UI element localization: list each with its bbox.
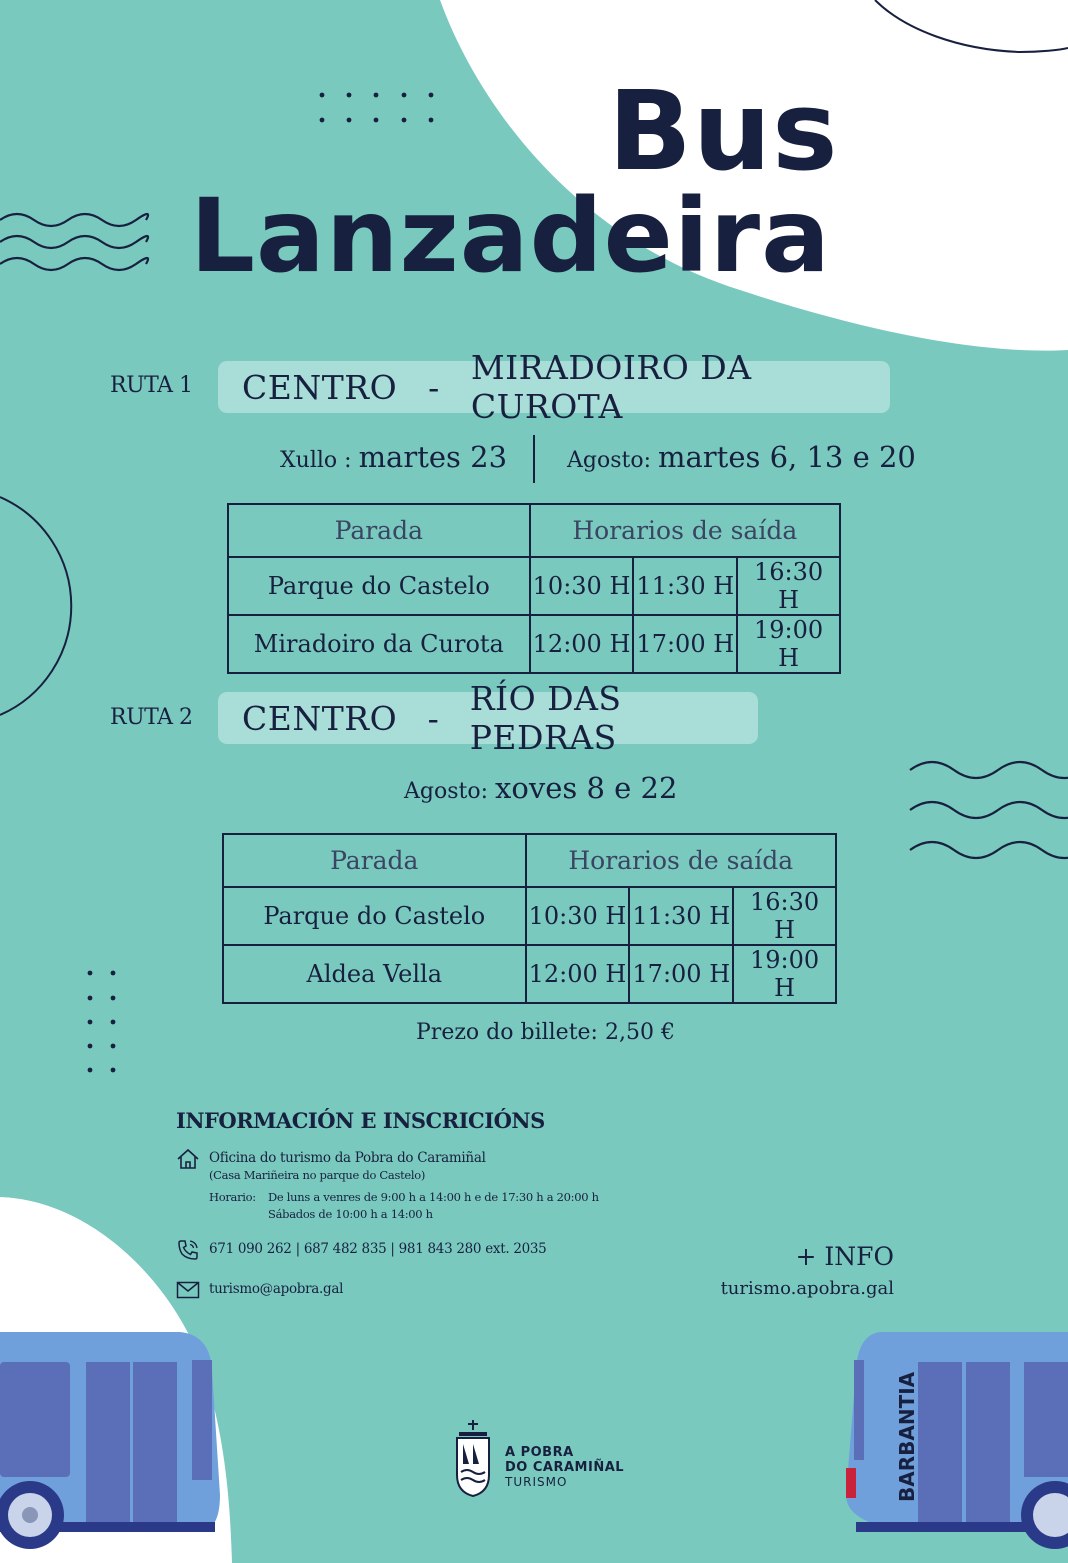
table-row bbox=[228, 557, 840, 615]
header-stop: Parada bbox=[223, 834, 526, 887]
hours-weekdays: De luns a venres de 9:00 h a 14:00 h e de 17:30 h a 20:00 h bbox=[268, 1190, 599, 1204]
more-info-label: + INFO bbox=[795, 1242, 894, 1271]
bus-brand: BARBANTIA bbox=[895, 1371, 919, 1502]
waves-right bbox=[910, 762, 1068, 858]
route2-date-august bbox=[404, 771, 677, 805]
info-title: INFORMACIÓN E INSCRICIÓNS bbox=[176, 1108, 545, 1133]
title-lanzadeira: Lanzadeira bbox=[190, 177, 831, 296]
route2-to: RÍO DAS PEDRAS bbox=[469, 679, 622, 757]
table-row bbox=[223, 887, 836, 945]
route1-date-august-days: martes 6, 13 e 20 bbox=[658, 440, 916, 474]
time-cell: 19:00 H bbox=[737, 615, 840, 673]
time-cell: 11:30 H bbox=[629, 887, 733, 945]
stop-name: Parque do Castelo bbox=[228, 557, 530, 615]
time-cell: 16:30 H bbox=[733, 887, 836, 945]
stop-name: Miradoiro da Curota bbox=[228, 615, 530, 673]
time-cell: 12:00 H bbox=[530, 615, 634, 673]
stop-name: Parque do Castelo bbox=[223, 887, 526, 945]
route2-separator: - bbox=[427, 698, 440, 738]
route1-date-august-month: Agosto: bbox=[567, 448, 652, 473]
hours-label: Horario: bbox=[209, 1190, 256, 1204]
header-stop: Parada bbox=[228, 504, 530, 557]
route1-date-july bbox=[280, 440, 507, 474]
logo-line2: DO CARAMIÑAL bbox=[505, 1460, 625, 1475]
time-cell: 19:00 H bbox=[733, 945, 836, 1003]
logo-line1: A POBRA bbox=[505, 1445, 574, 1460]
circle-outline-left bbox=[0, 497, 71, 715]
office-name: Oficina do turismo da Pobra do Caramiñal bbox=[209, 1150, 486, 1166]
time-cell: 17:00 H bbox=[633, 615, 737, 673]
more-info-url[interactable]: turismo.apobra.gal bbox=[720, 1278, 894, 1299]
table-header-row bbox=[228, 504, 840, 557]
time-cell: 11:30 H bbox=[633, 557, 737, 615]
office-location: (Casa Mariñeira no parque do Castelo) bbox=[209, 1168, 426, 1182]
table-row bbox=[223, 945, 836, 1003]
route1-separator: - bbox=[428, 367, 440, 407]
route2-pill bbox=[218, 679, 758, 757]
route1-pill bbox=[218, 348, 890, 426]
phone-numbers[interactable]: 671 090 262 | 687 482 835 | 981 843 280 ext. 2035 bbox=[209, 1241, 547, 1257]
waves-left bbox=[0, 214, 148, 270]
logo-line3: TURISMO bbox=[505, 1475, 568, 1489]
route1-schedule-table bbox=[227, 503, 841, 674]
route2-date-august-days: xoves 8 e 22 bbox=[495, 771, 678, 805]
bus-icon-left bbox=[0, 1332, 220, 1549]
table-row bbox=[228, 615, 840, 673]
bus-icon-right bbox=[846, 1332, 1068, 1549]
route2-label: RUTA 2 bbox=[110, 705, 193, 730]
time-cell: 16:30 H bbox=[737, 557, 840, 615]
time-cell: 10:30 H bbox=[526, 887, 630, 945]
route1-label: RUTA 1 bbox=[110, 373, 193, 398]
header-times: Horarios de saída bbox=[526, 834, 836, 887]
header-times: Horarios de saída bbox=[530, 504, 840, 557]
dots-left bbox=[88, 971, 116, 1073]
time-cell: 17:00 H bbox=[629, 945, 733, 1003]
title-bus: Bus bbox=[608, 67, 839, 195]
route2-from: CENTRO bbox=[242, 698, 398, 738]
ticket-price: Prezo do billete: 2,50 € bbox=[416, 1020, 675, 1045]
hours-saturday: Sábados de 10:00 h a 14:00 h bbox=[268, 1207, 433, 1221]
dots-top bbox=[320, 93, 434, 123]
phone-icon bbox=[176, 1238, 200, 1262]
route1-to: MIRADOIRO DA CUROTA bbox=[470, 348, 752, 426]
coat-of-arms-icon bbox=[457, 1420, 489, 1496]
date-divider bbox=[533, 435, 535, 483]
route1-date-july-days: martes 23 bbox=[358, 440, 508, 474]
house-icon bbox=[176, 1148, 200, 1170]
mail-icon bbox=[176, 1281, 200, 1299]
email-link[interactable]: turismo@apobra.gal bbox=[209, 1281, 344, 1297]
route1-date-august bbox=[567, 440, 916, 474]
route1-date-july-month: Xullo : bbox=[280, 448, 352, 473]
table-header-row bbox=[223, 834, 836, 887]
route2-date-august-month: Agosto: bbox=[404, 779, 489, 804]
stop-name: Aldea Vella bbox=[223, 945, 526, 1003]
route2-schedule-table bbox=[222, 833, 837, 1004]
time-cell: 10:30 H bbox=[530, 557, 634, 615]
time-cell: 12:00 H bbox=[526, 945, 630, 1003]
route1-from: CENTRO bbox=[242, 367, 398, 407]
